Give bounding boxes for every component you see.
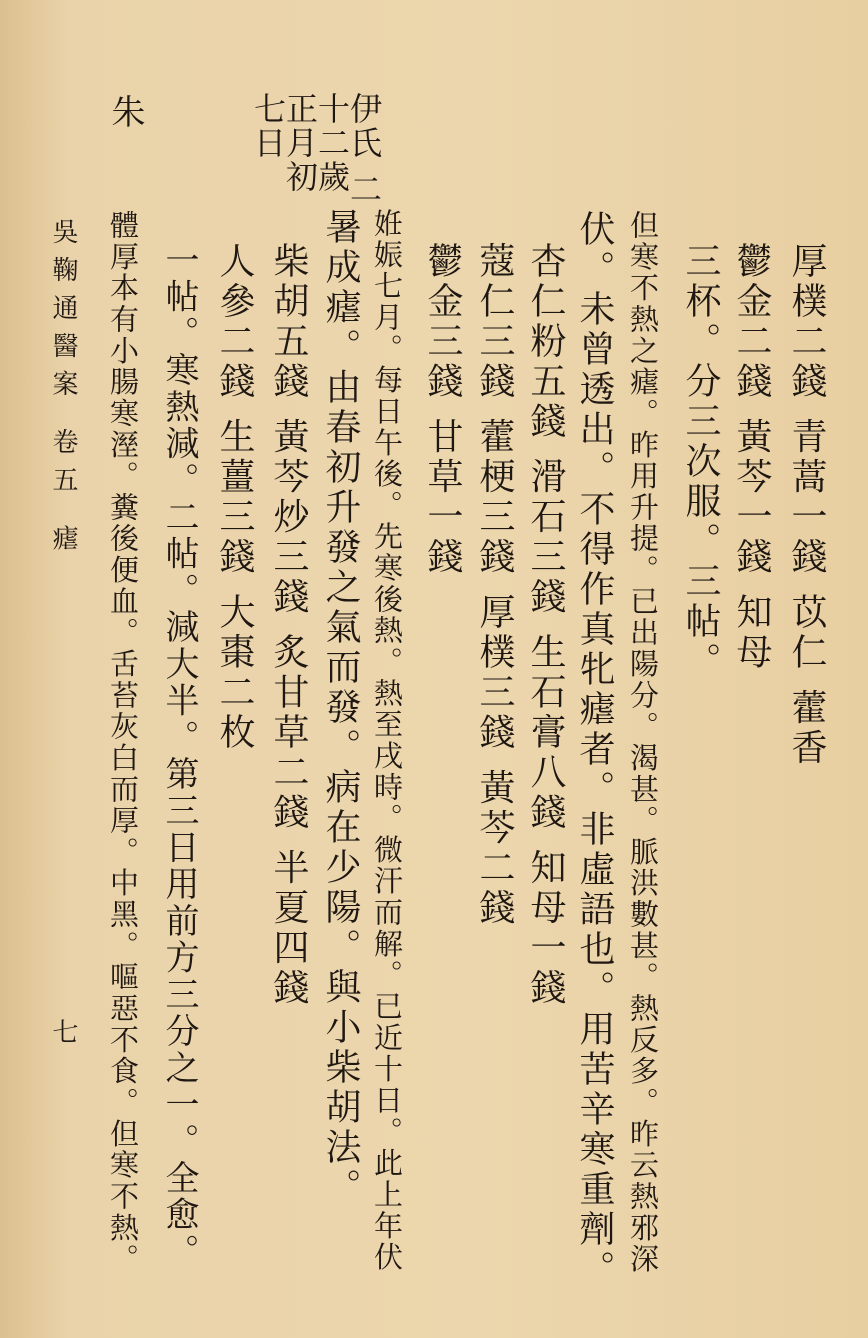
text-column-3 [680,242,721,682]
page-number [50,1018,76,1048]
column-4-text: 但寒不熱之瘧。昨用升提。已出陽分。渴甚。脈洪數甚。熱反多。昨云熱邪深 [626,210,660,1275]
column-7-text: 蔻仁三錢 藿梗三錢 厚樸三錢 黃芩二錢 [474,242,515,929]
case-heading-zhu [105,94,145,131]
running-title-text: 吳鞠通醫案 卷五 瘧 [48,218,78,563]
text-column-2 [731,242,772,673]
page-number-text: 七 [48,1018,78,1048]
column-11-text: 暑成瘧。由春初升發之氣而發。病在少陽。與小柴胡法。 [320,208,361,1208]
text-column-16 [106,210,140,1275]
column-3-text: 三杯。分三次服。三帖。 [680,242,721,682]
text-column-10 [370,208,404,1273]
text-column-7 [474,242,515,929]
column-12-text: 柴胡五錢 黃芩炒三錢 炙甘草二錢 半夏四錢 [268,242,309,1009]
column-5-text: 伏。未曾透出。不得作真牝瘧者。非虛語也。用苦辛寒重劑。 [574,210,615,1290]
case-heading-zhu-text: 朱 [105,94,145,131]
column-13-text: 人參二錢 生薑三錢 大棗二枚 [214,242,255,753]
column-1-text: 厚樸二錢 青蒿一錢 苡仁 藿香 [786,242,827,769]
text-column-11 [320,208,361,1208]
text-column-13 [214,242,255,753]
column-2-text: 鬱金二錢 黃芩一錢 知母 [731,242,772,673]
column-6-text: 杏仁粉五錢 滑石三錢 生石膏八錢 知母一錢 [525,242,566,1009]
column-10-text: 姙娠七月。每日午後。先寒後熱。熱至戌時。微汗而解。已近十日。此上年伏 [370,208,404,1273]
case-heading-yi [249,92,383,212]
text-column-6 [525,242,566,1009]
column-14-text: 一帖。寒熱減。二帖。減大半。第三日用前方三分之一。全愈。 [159,242,199,1271]
text-column-14 [159,242,199,1271]
running-title [50,218,76,563]
text-column-1 [786,242,827,1162]
column-8-text: 鬱金三錢 甘草一錢 [422,242,463,578]
text-column-8 [422,242,463,578]
text-column-5 [574,210,615,1290]
text-column-12 [268,242,309,1009]
column-16-text: 體厚本有小腸寒溼。糞後便血。舌苔灰白而厚。中黑。嘔惡不食。但寒不熱。 [106,210,140,1275]
text-column-4 [626,210,660,1275]
case-heading-yi-text: 伊氏 二十二歲 正月初七日 [249,92,383,207]
